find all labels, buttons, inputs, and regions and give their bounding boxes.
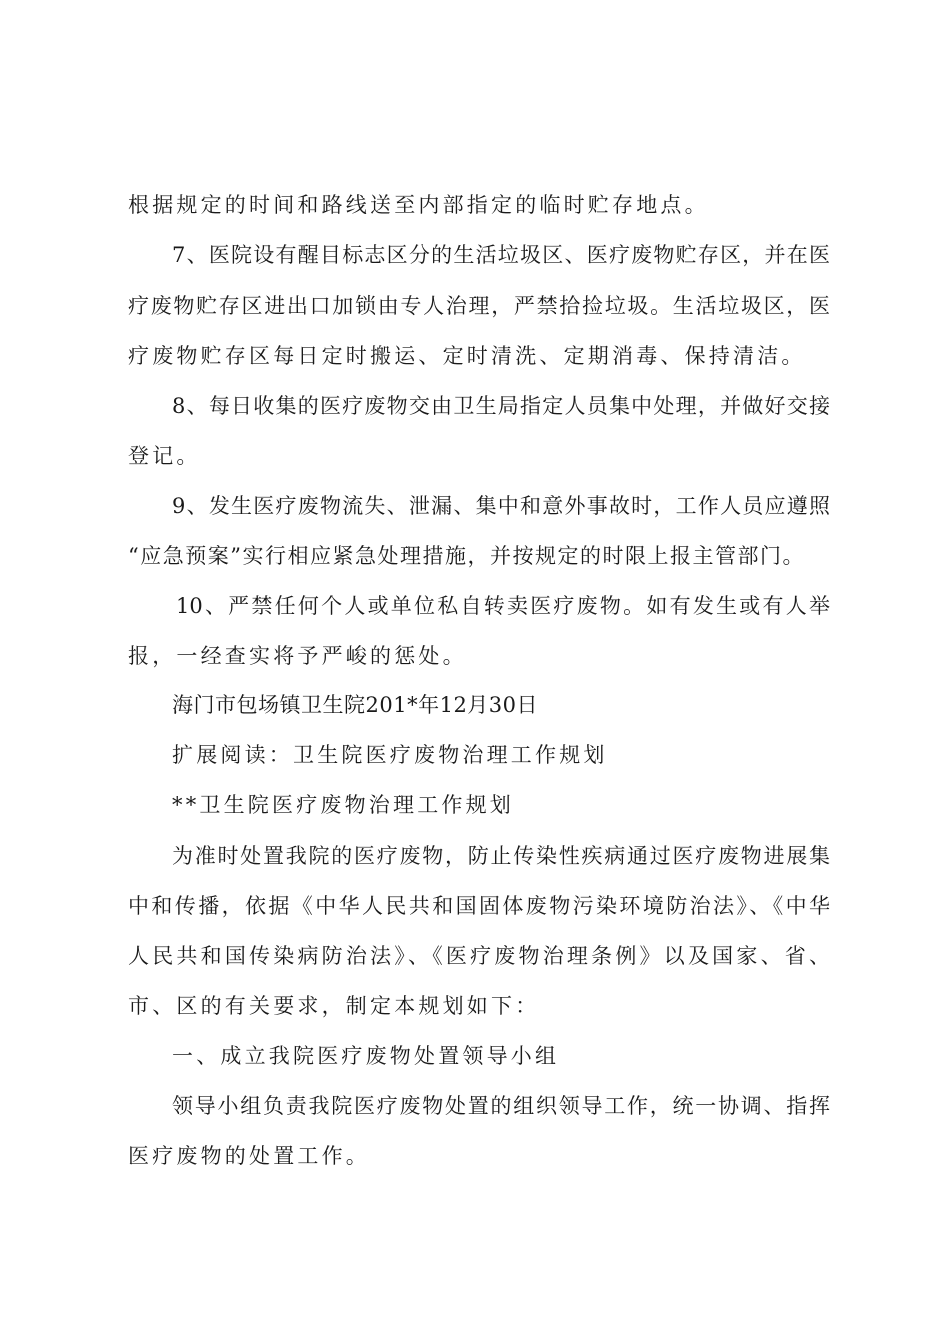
paragraph-line: 为准时处置我院的医疗废物，防止传染性疾病通过医疗废物进展集 [172, 844, 830, 868]
paragraph-line: 医疗废物的处置工作。 [128, 1144, 370, 1168]
paragraph-line: 疗废物贮存区每日定时搬运、定时清洗、定期消毒、保持清洁。 [128, 344, 806, 368]
extended-reading-heading: 扩展阅读：卫生院医疗废物治理工作规划 [172, 743, 608, 767]
paragraph-line: 8、每日收集的医疗废物交由卫生局指定人员集中处理，并做好交接 [172, 394, 830, 418]
paragraph-line: 7、医院设有醒目标志区分的生活垃圾区、医疗废物贮存区，并在医 [172, 243, 830, 267]
paragraph-line: 10、严禁任何个人或单位私自转卖医疗废物。如有发生或有人举 [176, 594, 830, 618]
paragraph-line: 根据规定的时间和路线送至内部指定的临时贮存地点。 [128, 193, 709, 217]
paragraph-line: 报，一经查实将予严峻的惩处。 [128, 644, 467, 668]
paragraph-line: 市、区的有关要求，制定本规划如下： [128, 994, 540, 1018]
paragraph-line: “应急预案”实行相应紧急处理措施，并按规定的时限上报主管部门。 [128, 544, 805, 568]
signature-date-line: 海门市包场镇卫生院201*年12月30日 [172, 693, 539, 717]
paragraph-line: 登记。 [128, 444, 201, 468]
section-heading: 一、成立我院医疗废物处置领导小组 [172, 1044, 560, 1068]
document-title: **卫生院医疗废物治理工作规划 [172, 793, 514, 817]
paragraph-line: 中和传播，依据《中华人民共和国固体废物污染环境防治法》、《中华 [128, 894, 830, 918]
paragraph-line: 9、发生医疗废物流失、泄漏、集中和意外事故时，工作人员应遵照 [172, 494, 830, 518]
paragraph-line: 疗废物贮存区进出口加锁由专人治理，严禁拾捡垃圾。生活垃圾区，医 [128, 294, 830, 318]
paragraph-line: 人民共和国传染病防治法》、《医疗废物治理条例》以及国家、省、 [128, 944, 830, 968]
paragraph-line: 领导小组负责我院医疗废物处置的组织领导工作，统一协调、指挥 [172, 1094, 830, 1118]
